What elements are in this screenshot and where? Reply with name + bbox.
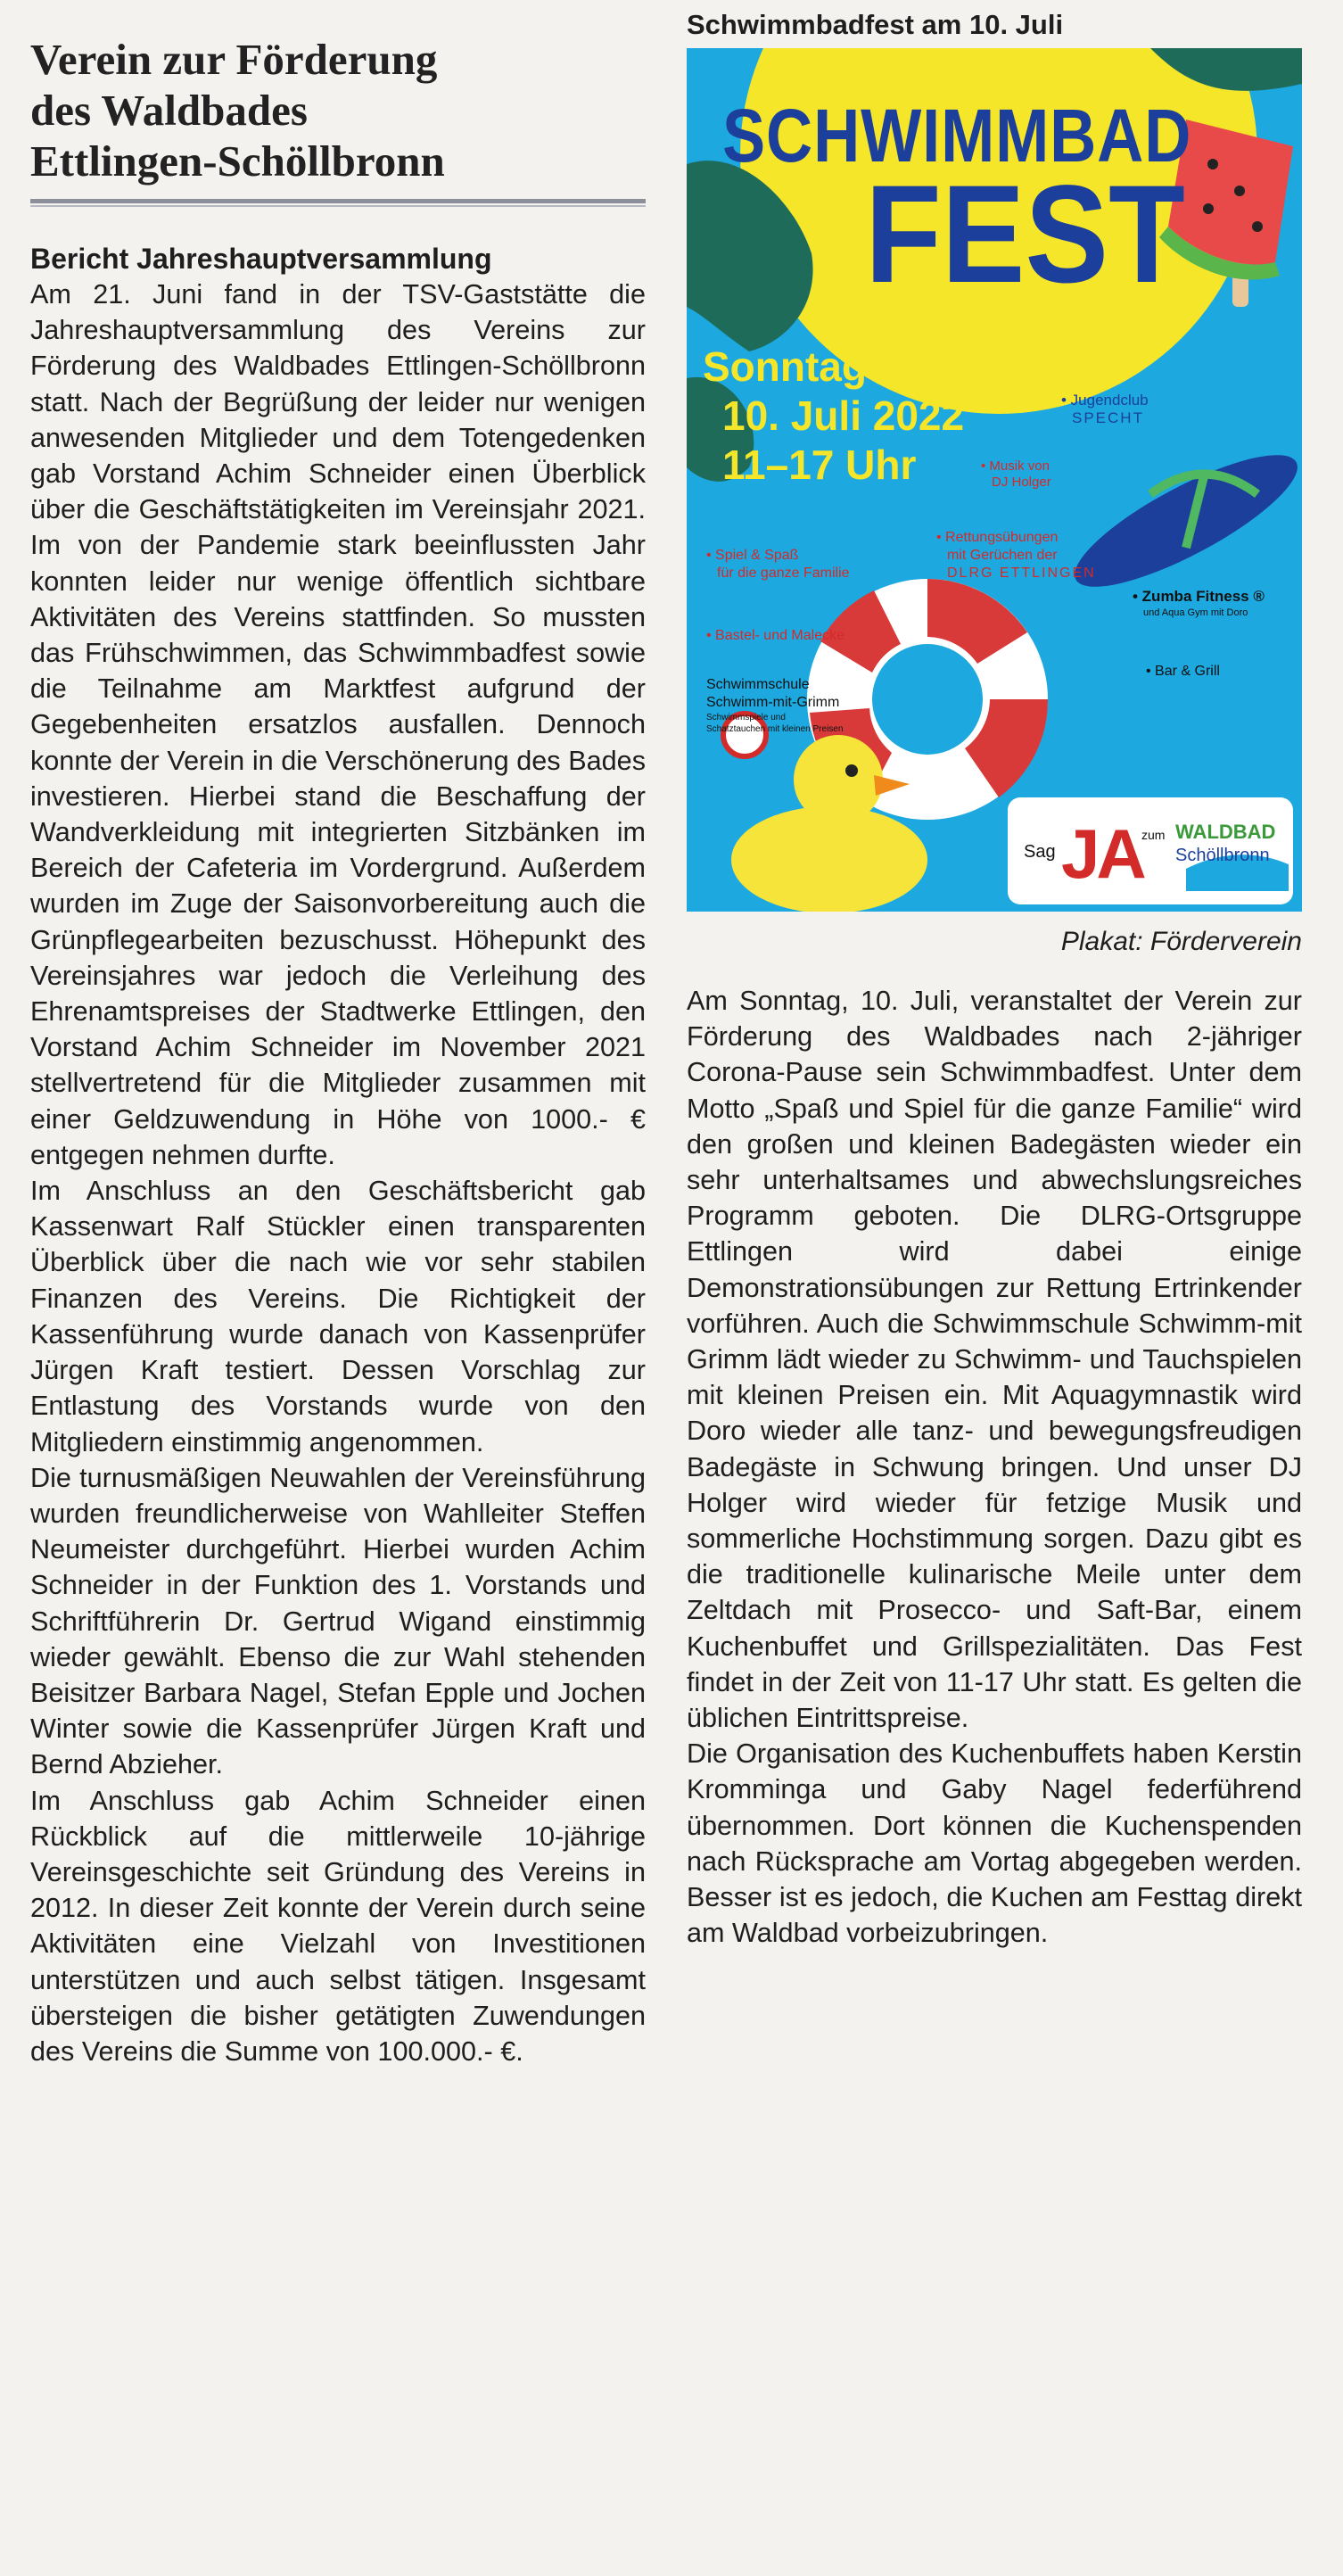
poster-item: • Zumba Fitness ® bbox=[1133, 588, 1265, 605]
organization-title: Verein zur Förderung des Waldbades Ettlingen-Schöllbronn bbox=[30, 35, 445, 186]
poster-item: • Jugendclub bbox=[1061, 392, 1149, 409]
paragraph: Am Sonntag, 10. Juli, veranstaltet der Verein zur Förderung des Waldbades nach 2-jähriger Corona-Pause sein Schwimmbadfest. Unter dem Motto „Spaß und Spiel für die ganze Familie“ wird den großen und kleinen Badegästen wieder ein sehr unterhaltsames und abwechslungsreiches Programm geboten. Die DLRG-Ortsgruppe Ettlingen wird dabei einige Demonstrationsübungen zur Rettung Ertrinkender vorführen. Auch die Schwimmschule Schwimm-mit Grimm lädt wieder zu Schwimm- und Tauchspielen mit kleinen Preisen ein. Mit Aquagymnastik wird Doro wieder alle tanz- und bewegungsfreudigen Badegäste in Schwung bringen. Und unser DJ Holger wird wieder für fetzige Musik und sommerliche Hochstimmung sorgen. Dazu gibt es die traditionelle kulinarische Meile unter dem Zeltdach mit Prosecco- und Saft-Bar, einem Kuchenbuffet und Grillspezialitäten. Das Fest findet in der Zeit von 11-17 Uhr statt. Es gelten die üblichen Eintrittspreise. bbox=[687, 986, 1302, 1734]
logo-zum: zum bbox=[1141, 828, 1166, 842]
poster-time: 11–17 Uhr bbox=[722, 442, 917, 488]
right-column bbox=[687, 7, 1302, 1951]
title-rule bbox=[30, 199, 646, 203]
title-rule-thin bbox=[30, 205, 646, 207]
poster-item: DLRG ETTLINGEN bbox=[947, 566, 1096, 581]
poster-item: Schwimm-mit-Grimm bbox=[706, 695, 840, 710]
poster-date: 10. Juli 2022 bbox=[722, 392, 965, 439]
poster-item: Schwimmschule bbox=[706, 677, 810, 692]
poster-item: • Bar & Grill bbox=[1146, 664, 1220, 679]
paragraph: Im Anschluss an den Geschäftsbericht gab Kassenwart Ralf Stückler einen transparenten Überblick über die nach wie vor sehr stabilen Finanzen des Vereins. Die Richtigkeit der Kassenführung wurde danach von Kassenprüfer Jürgen Kraft testiert. Dessen Vorschlag zur Entlastung des Vorstands wurde von den Mitgliedern einstimmig angenommen. bbox=[30, 1176, 646, 1457]
paragraph: Im Anschluss gab Achim Schneider einen Rückblick auf die mittlerweile 10-jährige Vereinsgeschichte seit Gründung des Vereins in 2012. In dieser Zeit konnte der Verein durch seine Aktivitäten eine Vielzahl von Investitionen unterstützen und auch selbst tätigen. Insgesamt übersteigen die bisher getätigten Zuwendungen des Vereins die Summe von 100.000.- €. bbox=[30, 1785, 646, 2067]
left-column bbox=[30, 34, 646, 2069]
poster-heading: Schwimmbadfest am 10. Juli bbox=[687, 9, 1064, 40]
poster-item: • Spiel & Spaß bbox=[706, 548, 799, 563]
poster-item: DJ Holger bbox=[992, 475, 1051, 490]
poster-item: Schatztauchen mit kleinen Preisen bbox=[706, 724, 844, 734]
paragraph: Die Organisation des Kuchenbuffets haben Kerstin Kromminga und Gaby Nagel federführend übernommen. Dort können die Kuchenspenden nach Rücksprache am Vortag abgegeben werden. Besser ist es jedoch, die Kuchen am Festtag direkt am Waldbad vorbeizubringen. bbox=[687, 1738, 1302, 1949]
paragraph: Am 21. Juni fand in der TSV-Gaststätte die Jahreshauptversammlung des Vereins zur Förderung des Waldbades Ettlingen-Schöllbronn statt. Nach der Begrüßung der leider nur wenigen anwesenden Mitglieder und dem Totengedenken gab Vorstand Achim Schneider einen Überblick über die Geschäftstätigkeiten im Vereinsjahr 2021. Im von der Pandemie stark beeinflussten Jahr konnten leider nur wenige öffentlich sichtbare Aktivitäten des Vereins stattfinden. So mussten das Frühschwimmen, das Schwimmbadfest sowie die Teilnahme am Marktfest aufgrund der Gegebenheiten ersatzlos ausfallen. Dennoch konnte der Verein in die Verschönerung des Bades investieren. Hierbei stand die Beschaffung der Wandverkleidung mit integrierten Sitzbänken im Bereich der Cafeteria im Vordergrund. Außerdem wurden im Zuge der Saisonvorbereitung auch die Grünpflegearbeiten bezuschusst. Höhepunkt des Vereinsjahres war jedoch die Verleihung des Ehrenamtspreises der Stadtwerke Ettlingen, den Vorstand Achim Schneider im November 2021 stellvertretend für die Mitglieder zusammen mit einer Geldzuwendung in Höhe von 1000.- € entgegen nehmen durfte. bbox=[30, 279, 646, 1170]
logo-ja: JA bbox=[1061, 814, 1143, 893]
article-body bbox=[30, 277, 646, 2069]
poster-item: • Rettungsübungen bbox=[936, 530, 1059, 545]
poster-caption: Plakat: Förderverein bbox=[1060, 927, 1302, 956]
flip-flop-icon bbox=[1060, 433, 1302, 610]
poster-item: und Aqua Gym mit Doro bbox=[1143, 607, 1248, 618]
poster-item: für die ganze Familie bbox=[717, 566, 850, 581]
event-article-body bbox=[687, 983, 1302, 1951]
logo-waldbad: WALDBAD bbox=[1175, 821, 1276, 843]
logo-sag: Sag bbox=[1024, 842, 1056, 862]
poster-item: SPECHT bbox=[1072, 409, 1144, 426]
poster-day: Sonntag bbox=[703, 343, 867, 390]
article-subheading: Bericht Jahreshauptversammlung bbox=[30, 243, 492, 275]
poster-item: • Bastel- und Malecke bbox=[706, 628, 845, 643]
poster-item: mit Gerüchen der bbox=[947, 548, 1058, 563]
logo-place: Schöllbronn bbox=[1175, 846, 1270, 865]
paragraph: Die turnusmäßigen Neuwahlen der Vereinsführung wurden freundlicherweise von Wahlleiter Steffen Neumeister durchgeführt. Hierbei wurden Achim Schneider in der Funktion des 1. Vorstands und Schriftführerin Dr. Gertrud Wigand einstimmig wieder gewählt. Ebenso die zur Wahl stehenden Beisitzer Barbara Nagel, Stefan Epple und Jochen Winter sowie die Kassenprüfer Jürgen Kraft und Bernd Abzieher. bbox=[30, 1462, 646, 1780]
poster-item: Schwimmspiele und bbox=[706, 713, 786, 722]
poster-item: • Musik von bbox=[981, 458, 1050, 474]
event-poster bbox=[687, 48, 1302, 912]
poster-title-big: FEST bbox=[865, 157, 1185, 312]
poster-title-top: SCHWIMMBAD bbox=[722, 94, 1192, 178]
